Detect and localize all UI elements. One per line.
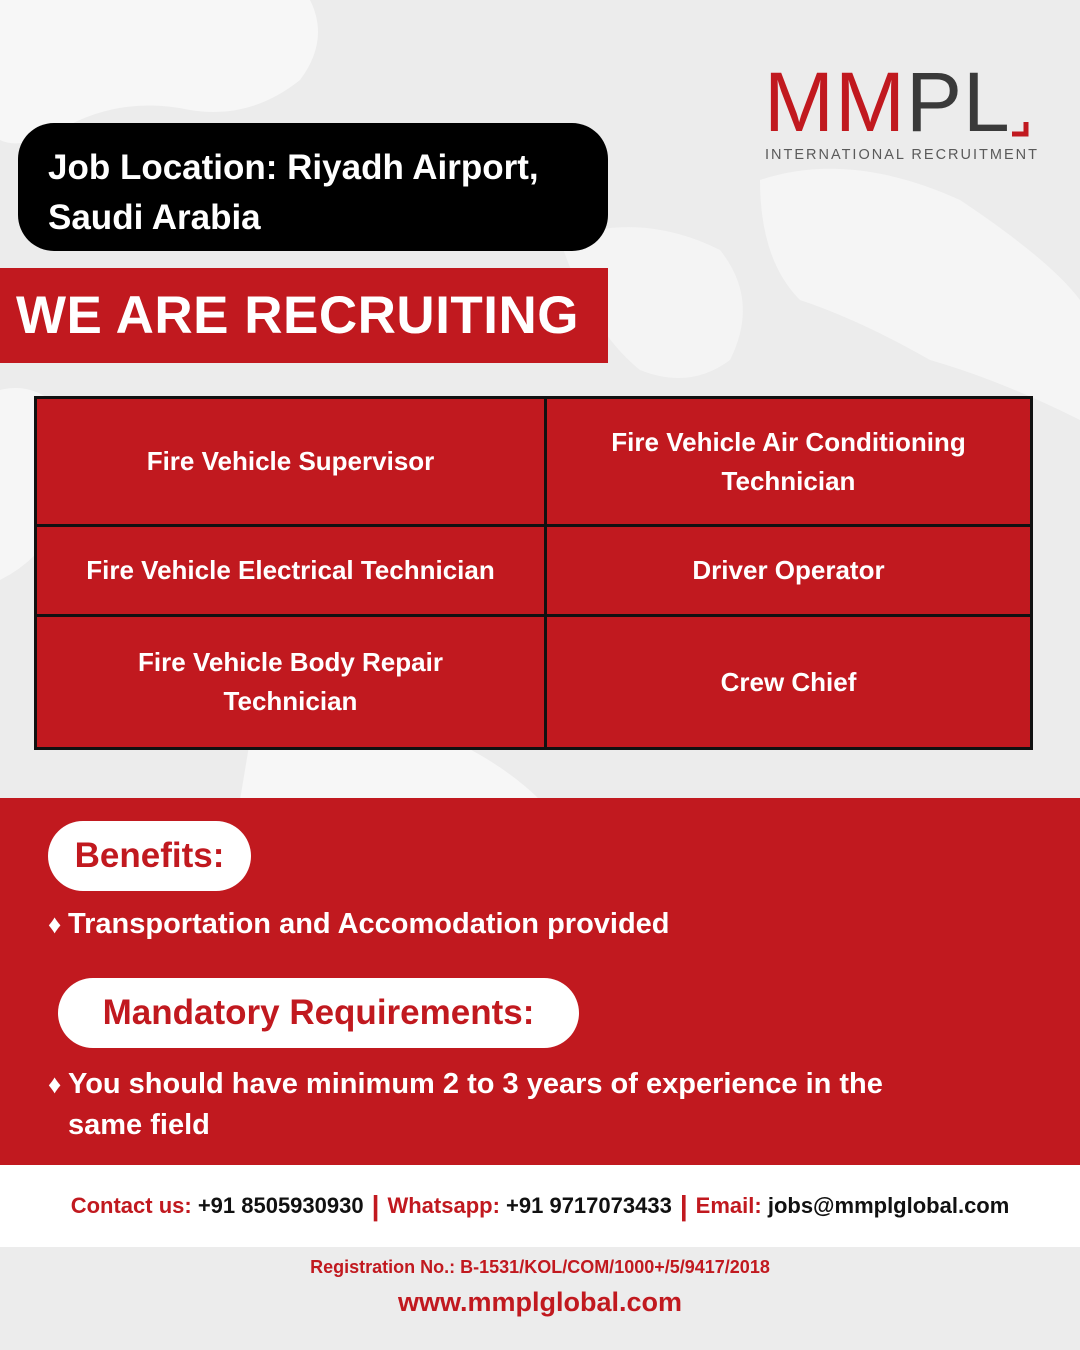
requirement-text: You should have minimum 2 to 3 years of experience in the same field (68, 1068, 883, 1141)
logo-mm-text: MM (764, 55, 906, 149)
contact-bar (0, 1165, 1080, 1247)
phone-label: Contact us: (70, 1193, 192, 1218)
logo-corner-icon (1012, 118, 1032, 140)
logo-pl-text: PL (905, 55, 1011, 149)
jobs-table (34, 396, 1033, 750)
requirement-item (48, 1064, 908, 1146)
separator: | (371, 1190, 380, 1221)
job-cell: Crew Chief (720, 666, 857, 697)
diamond-icon: ♦ (48, 1069, 62, 1099)
mmpl-logo (760, 55, 1040, 170)
whatsapp-label: Whatsapp: (387, 1193, 500, 1218)
email-link[interactable]: jobs@mmplglobal.com (767, 1193, 1010, 1218)
benefit-text: Transportation and Accomodation provided (68, 908, 670, 940)
location-line-2: Saudi Arabia (48, 198, 261, 237)
location-line-1: Job Location: Riyadh Airport, (48, 148, 539, 187)
job-cell: Driver Operator (547, 527, 1030, 617)
benefits-heading: Benefits: (48, 821, 251, 891)
recruiting-banner (0, 268, 608, 363)
recruiting-heading: WE ARE RECRUITING (16, 286, 580, 345)
requirements-heading: Mandatory Requirements: (58, 978, 579, 1048)
registration-number: Registration No.: B-1531/KOL/COM/1000+/5/9417/2018 (310, 1257, 770, 1277)
job-cell: Fire Vehicle Supervisor (37, 399, 547, 527)
separator: | (679, 1190, 688, 1221)
logo-tagline: INTERNATIONAL RECRUITMENT (765, 147, 1039, 163)
logo-wordmark (764, 55, 1011, 149)
job-cell: Fire Vehicle Body Repair Technician (37, 617, 547, 747)
job-cell: Fire Vehicle Electrical Technician (37, 527, 547, 617)
whatsapp-number[interactable]: +91 9717073433 (506, 1193, 672, 1218)
phone-number[interactable]: +91 8505930930 (197, 1193, 364, 1218)
diamond-icon: ♦ (48, 909, 62, 939)
email-label: Email: (695, 1193, 762, 1218)
website-link[interactable]: www.mmplglobal.com (397, 1287, 683, 1317)
job-location-pill (18, 123, 608, 251)
benefit-item (48, 904, 1048, 945)
footer (0, 1247, 1080, 1350)
info-section (0, 798, 1080, 1165)
job-cell: Fire Vehicle Air Conditioning Technician (547, 399, 1030, 527)
